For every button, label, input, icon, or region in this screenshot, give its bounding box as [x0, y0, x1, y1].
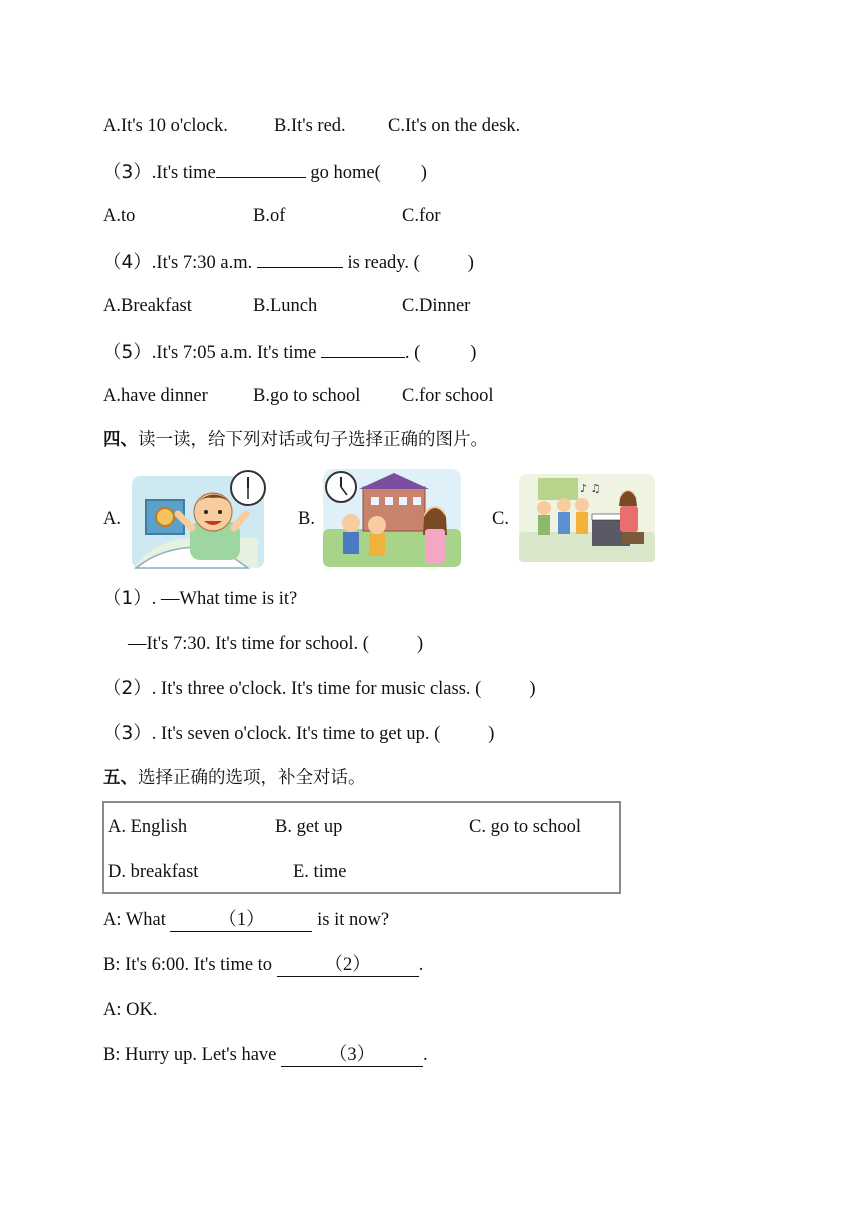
q3-option-b: B.of	[253, 206, 286, 226]
music-class-piano-picture	[518, 472, 656, 570]
dialogue-blank-1[interactable]: （1）	[170, 909, 312, 932]
svg-text:♪ ♫: ♪ ♫	[580, 482, 601, 495]
question-5: （5）.It's 7:05 a.m. It's time . ( )	[103, 339, 476, 365]
matching-item-1-answer: —It's 7:30. It's time for school. ( )	[128, 634, 424, 654]
q2-option-c: C.It's on the desk.	[388, 116, 521, 136]
q4-option-c: C.Dinner	[402, 296, 471, 316]
dialogue-line-1: A: What （1） is it now?	[103, 910, 390, 930]
answer-blank[interactable]	[321, 339, 405, 358]
question-4: （4）.It's 7:30 a.m. is ready. ( )	[103, 249, 474, 275]
q4-option-a: A.Breakfast	[103, 296, 192, 316]
bedroom-clock-boy-picture	[128, 468, 270, 576]
dialogue-line-4: B: Hurry up. Let's have （3） .	[103, 1045, 428, 1065]
school-clock-children-picture	[321, 465, 463, 579]
word-option-c: C. go to school	[469, 817, 582, 837]
section-5-heading: 五、选择正确的选项，补全对话。	[103, 768, 366, 788]
answer-blank[interactable]	[216, 159, 306, 178]
q5-option-a: A.have dinner	[103, 386, 208, 406]
section-4-heading: 四、读一读，给下列对话或句子选择正确的图片。	[103, 430, 488, 450]
q3-option-a: A.to	[103, 206, 136, 226]
pic-label-b: B.	[298, 509, 315, 529]
q2-option-b: B.It's red.	[274, 116, 346, 136]
q3-option-c: C.for	[402, 206, 441, 226]
q5-option-c: C.for school	[402, 386, 494, 406]
matching-item-1: （1）. —What time is it?	[103, 588, 298, 609]
word-option-b: B. get up	[275, 817, 343, 837]
dialogue-blank-2[interactable]: （2）	[277, 954, 419, 977]
dialogue-line-2: B: It's 6:00. It's time to （2） .	[103, 955, 424, 975]
dialogue-line-3: A: OK.	[103, 1000, 158, 1020]
pic-label-a: A.	[103, 509, 121, 529]
question-3: （3）.It's time go home( )	[103, 159, 427, 185]
word-option-e: E. time	[293, 862, 347, 882]
word-option-a: A. English	[108, 817, 188, 837]
q2-option-a: A.It's 10 o'clock.	[103, 116, 228, 136]
pic-label-c: C.	[492, 509, 509, 529]
answer-blank[interactable]	[257, 249, 343, 268]
q5-option-b: B.go to school	[253, 386, 361, 406]
q4-option-b: B.Lunch	[253, 296, 318, 316]
matching-item-2: （2）. It's three o'clock. It's time for music class. ( )	[103, 678, 536, 699]
dialogue-blank-3[interactable]: （3）	[281, 1044, 423, 1067]
matching-item-3: （3）. It's seven o'clock. It's time to get up. ( )	[103, 723, 495, 744]
word-option-d: D. breakfast	[108, 862, 199, 882]
